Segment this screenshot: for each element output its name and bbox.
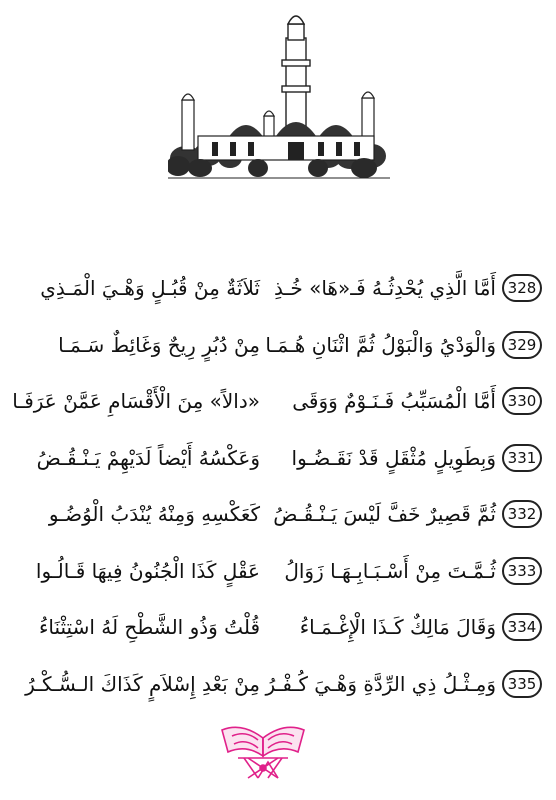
- verse-second-hemistich: قُلْتُ وَذُو الشَّطْحِ لَهُ اسْتِثْنَاءُ: [38, 615, 260, 639]
- verse-first-hemistich: أَمَّا الَّذِي يُحْدِثُـهُ فَـ«هَا» خُـذِ: [274, 276, 496, 300]
- quran-on-stand-icon: [218, 700, 308, 782]
- verse-first-hemistich: وَقَالَ مَالِكٌ كَـذَا الْإِغْـمَـاءُ: [299, 615, 496, 639]
- verse-first-hemistich: ثُـمَّـتَ مِنْ أَسْـبَـابِـهَـا زَوَالُ: [284, 558, 496, 583]
- verse-second-hemistich: مِنْ بَعْدِ إِسْلاَمٍ كَذَاكَ الـسُّـكْـرُ: [25, 671, 260, 696]
- verse-row: [0, 440, 556, 497]
- verse-first-hemistich: وَبِطَوِيلٍ مُثْقَلٍ قَدْ نَقَـضُـوا: [291, 445, 496, 470]
- verse-list: [0, 270, 556, 722]
- verse-row: [0, 270, 556, 327]
- verse-row: [0, 496, 556, 553]
- verse-first-hemistich: وَالْوَدْيُ وَالْبَوْلُ ثُمَّ اثْنَانِ هُـمَـا: [265, 332, 496, 357]
- verse-row: [0, 609, 556, 666]
- verse-first-hemistich: وَمِـثْـلُ ذِي الرِّدَّةِ وَهْـيَ كُـفْـرُ: [265, 671, 496, 696]
- verse-number: 328: [502, 274, 542, 302]
- verse-number: 332: [502, 500, 542, 528]
- verse-first-hemistich: ثُمَّ قَصِيرٌ خَفَّ لَيْسَ يَـنْـقُـضُ: [273, 502, 496, 526]
- verse-row: [0, 383, 556, 440]
- verse-first-hemistich: أَمَّا الْمُسَبِّبُ فَـنَـوْمٌ وَوَقَى: [292, 389, 496, 413]
- verse-second-hemistich: كَعَكْسِهِ وَمِنْهُ يُنْدَبُ الْوُضُـو: [48, 502, 260, 526]
- verse-row: [0, 327, 556, 384]
- verse-number: 330: [502, 387, 542, 415]
- verse-number: 329: [502, 331, 542, 359]
- verse-number: 335: [502, 670, 542, 698]
- verse-number: 334: [502, 613, 542, 641]
- verse-number: 333: [502, 557, 542, 585]
- verse-second-hemistich: ثَلاَثَةٌ مِنْ قُبُـلٍ وَهْـيَ الْمَـذِي: [40, 276, 260, 300]
- verse-second-hemistich: «دالاً» مِنَ الْأَقْسَامِ عَمَّنْ عَرَفَـا: [12, 389, 260, 413]
- verse-number: 331: [502, 444, 542, 472]
- verse-second-hemistich: عَقْلٍ كَذَا الْجُنُونُ فِيهَا قَـالُـوا: [35, 558, 260, 583]
- verse-second-hemistich: مِنْ دُبُرٍ رِيحٌ وَغَائِطٌ سَـمَـا: [58, 332, 260, 357]
- verse-second-hemistich: وَعَكْسُهُ أَيْضاً لَدَيْهِمْ يَـنْـقُـضُ: [36, 445, 260, 470]
- mosque-illustration: [168, 8, 390, 188]
- verse-row: [0, 553, 556, 610]
